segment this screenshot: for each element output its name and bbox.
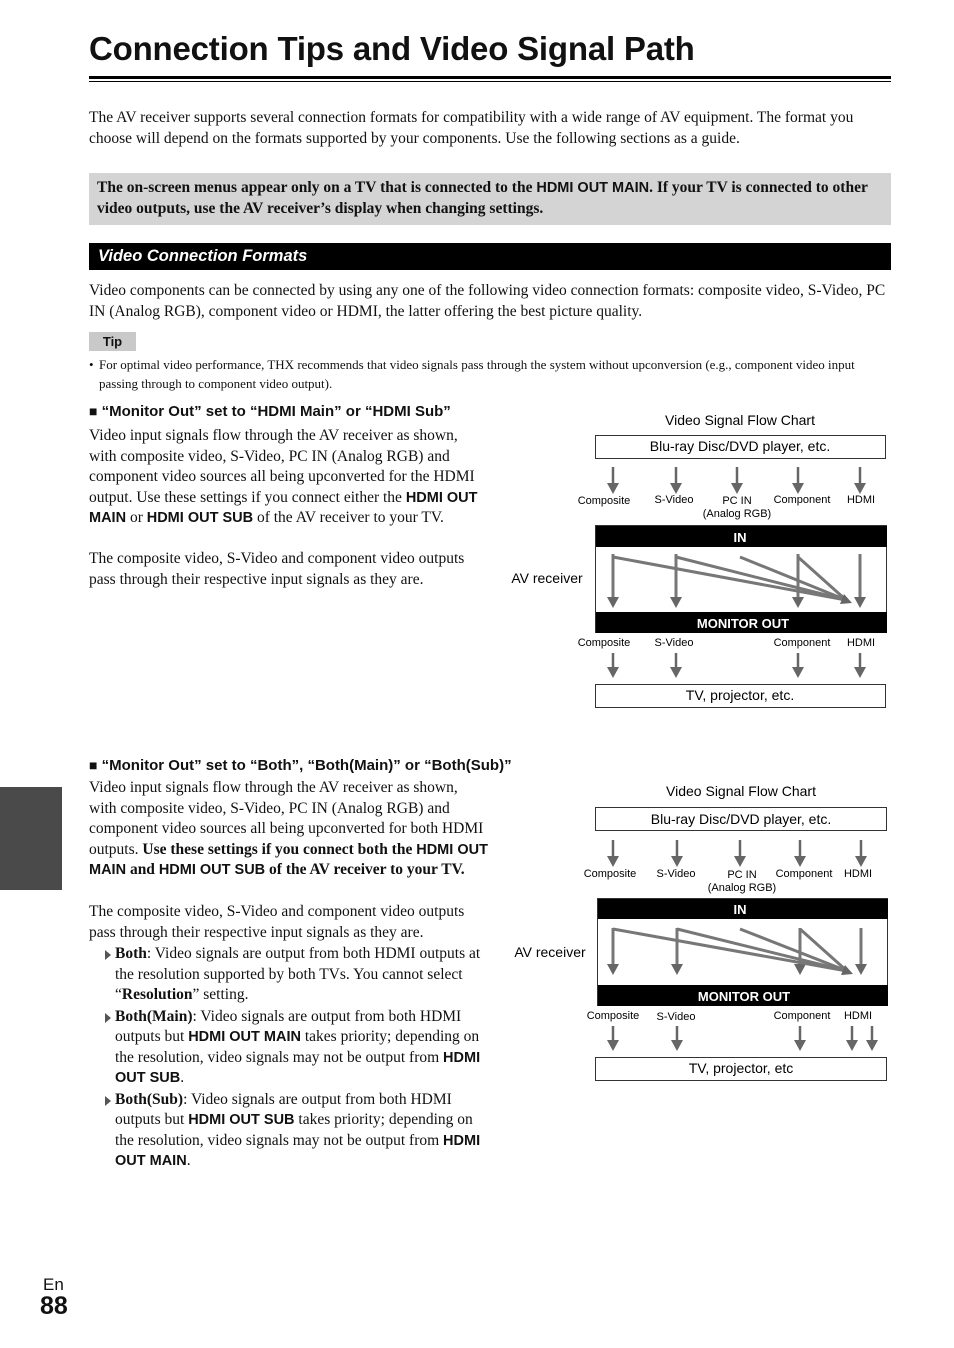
chart2-output-arrows: [607, 1026, 878, 1051]
chart2-input-arrows: [607, 840, 867, 867]
chart1-in-composite: Composite: [577, 495, 631, 507]
chart1-in-pcin: PC IN: [722, 495, 752, 507]
page-number: 88: [40, 1292, 68, 1320]
chart2-in-analog: (Analog RGB): [707, 882, 777, 894]
chart1-out-hdmi: HDMI: [846, 637, 876, 649]
chart2-in-composite: Composite: [583, 868, 637, 880]
chart1-receiver-label: AV receiver: [511, 570, 583, 586]
title-rule-thin: [89, 81, 891, 82]
chart2-out-component: Component: [773, 1010, 831, 1022]
chart2-in-component: Component: [775, 868, 833, 880]
chart2-in-hdmi: HDMI: [843, 868, 873, 880]
section1-heading: ■ “Monitor Out” set to “HDMI Main” or “HDMI Sub”: [89, 403, 451, 420]
flow-chart-2: [500, 778, 900, 1088]
section2-paragraph1: Video input signals flow through the AV receiver as shown, with composite video, S-Video, PC IN (Analog RGB) and component video sources all being upconverted for both HDMI outputs. Use these settings if you connect both the HDMI OUT MAIN and HDMI OUT SUB of the AV receiver to your TV.: [89, 779, 488, 878]
section1-paragraph1: Video input signals flow through the AV receiver as shown, with composite video, S-Video, PC IN (Analog RGB) and component video sources all being upconverted for the HDMI output. Use these settings if you connect either the HDMI OUT MAIN or HDMI OUT SUB of the AV receiver to your TV.: [89, 427, 478, 526]
list-item: Both(Sub): Video signals are output from both HDMI outputs but HDMI OUT SUB takes priority; depending on the resolution, video signals may not be output from HDMI OUT MAIN.: [100, 1090, 495, 1172]
chart2-out-hdmi: HDMI: [843, 1010, 873, 1022]
chart1-out-svideo: S-Video: [654, 637, 694, 649]
chart1-input-arrows: [607, 467, 866, 494]
note-box: The on-screen menus appear only on a TV that is connected to the HDMI OUT MAIN. If your TV is connected to other video outputs, use the AV receiver’s display when changing settings.: [89, 173, 891, 225]
language-label: En: [43, 1275, 64, 1294]
chart1-source: Blu-ray Disc/DVD player, etc.: [649, 438, 831, 454]
chart1-in-svideo: S-Video: [654, 494, 694, 506]
flow-chart-1: [500, 405, 900, 715]
chart2-out-svideo: S-Video: [656, 1011, 696, 1023]
chart2-in-pcin: PC IN: [727, 869, 757, 881]
title-rule: [89, 76, 891, 79]
chart1-in-analog: (Analog RGB): [702, 508, 772, 520]
section-paragraph: Video components can be connected by using any one of the following video connection formats: composite video, S-Video, PC IN (Analog RGB), component video or HDMI, the latter offering the best picture quality.: [89, 282, 886, 320]
chart1-out-component: Component: [773, 637, 831, 649]
chart2-in-svideo: S-Video: [656, 868, 696, 880]
chapter-tab: [0, 787, 62, 890]
chart1-output-arrows: [607, 653, 866, 678]
section2-paragraph2: The composite video, S-Video and component video outputs pass through their respective input signals as they are.: [89, 903, 465, 941]
list-item: Both(Main): Video signals are output from both HDMI outputs but HDMI OUT MAIN takes priority; depending on the resolution, video signals may not be output from HDMI OUT SUB.: [100, 1007, 495, 1089]
chart1-dest: TV, projector, etc.: [685, 687, 795, 703]
chart1-in-component: Component: [773, 494, 831, 506]
page-title: Connection Tips and Video Signal Path: [89, 30, 695, 67]
chart2-source: Blu-ray Disc/DVD player, etc.: [650, 811, 832, 827]
section-header: Video Connection Formats: [89, 243, 891, 270]
intro-paragraph: The AV receiver supports several connection formats for compatibility with a wide range of AV equipment. The format you choose will depend on the formats supported by your components. Use the following sections as a guide.: [89, 109, 854, 147]
chart2-receiver-label: AV receiver: [514, 944, 586, 960]
chart2-out-label: MONITOR OUT: [697, 989, 791, 1004]
list-item: Both: Video signals are output from both HDMI outputs at the resolution supported by both TVs. You cannot select “Resolution” setting.: [100, 944, 495, 1006]
chart1-out-composite: Composite: [577, 637, 631, 649]
chart2-out-composite: Composite: [586, 1010, 640, 1022]
chart2-title: Video Signal Flow Chart: [666, 783, 816, 799]
chart1-in-label: IN: [733, 530, 747, 545]
section2-heading: ■ “Monitor Out” set to “Both”, “Both(Main)” or “Both(Sub)”: [89, 757, 512, 774]
chart2-dest: TV, projector, etc: [688, 1060, 794, 1076]
mode-list: [100, 944, 495, 1173]
chart1-in-hdmi: HDMI: [846, 494, 876, 506]
tip-text: • For optimal video performance, THX recommends that video signals pass through the system without upconversion (e.g., component video input passing through to component video output).: [89, 357, 855, 391]
chart1-title: Video Signal Flow Chart: [665, 412, 815, 428]
tip-label: Tip: [89, 332, 136, 351]
chart2-in-label: IN: [733, 902, 747, 917]
section1-paragraph2: The composite video, S-Video and component video outputs pass through their respective input signals as they are.: [89, 550, 465, 588]
chart1-out-label: MONITOR OUT: [696, 616, 790, 631]
